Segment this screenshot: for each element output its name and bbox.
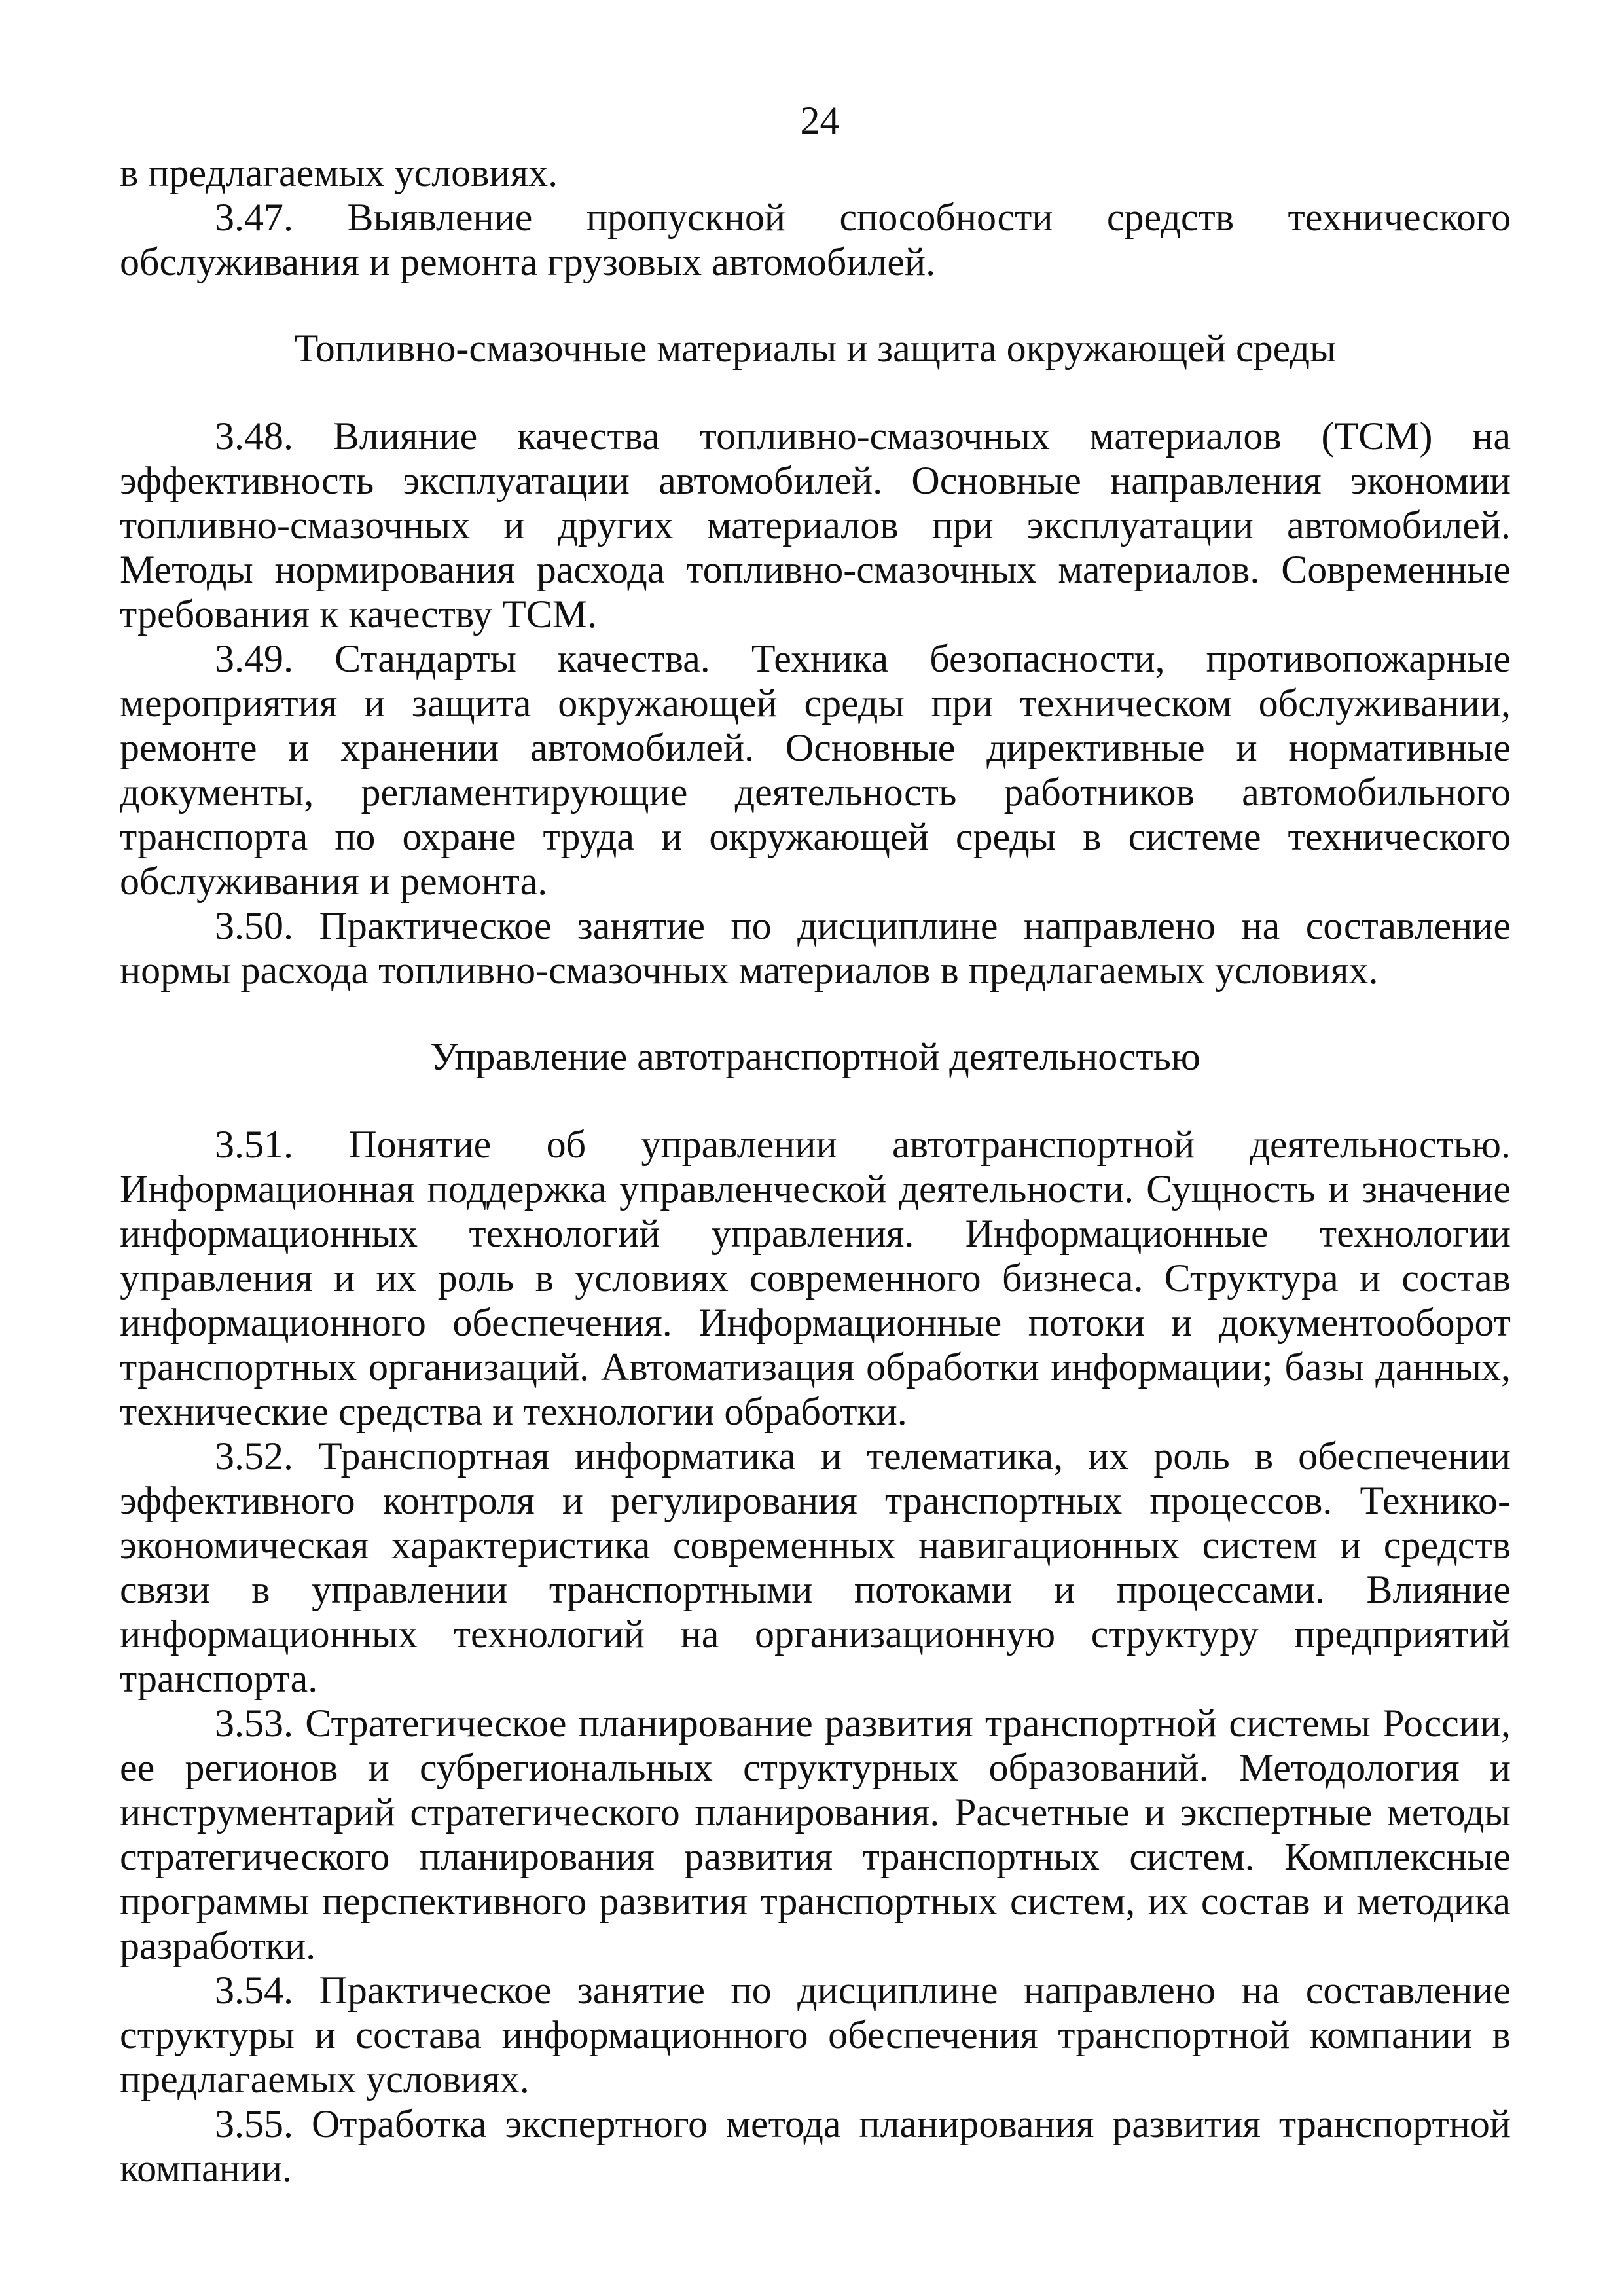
continuation-text: в предлагаемых условиях. <box>120 151 558 194</box>
item-3-48: 3.48. Влияние качества топливно-смазочных материалов (ТСМ) на эффективность эксплуатации автомобилей. Основные направления экономии топливно-смазочных и других материалов при эксплуатации автомобилей. Методы нормирования расхода топливно-смазочных материалов. Современные требования к качеству ТСМ. <box>120 414 1511 636</box>
item-3-49: 3.49. Стандарты качества. Техника безопасности, противопожарные мероприятия и защита окружающей среды при техническом обслуживании, ремонте и хранении автомобилей. Основные директивные и нормативные документы, регламентирующие деятельность работников автомобильного транспорта по охране труда и окружающей среды в системе технического обслуживания и ремонта. <box>120 637 1511 903</box>
section-heading-management: Управление автотранспортной деятельностью <box>430 1035 1200 1078</box>
item-3-54: 3.54. Практическое занятие по дисциплине направлено на составление структуры и состава информационного обеспечения транспортной компании в предлагаемых условиях. <box>120 1969 1511 2101</box>
item-3-52: 3.52. Транспортная информатика и телематика, их роль в обеспечении эффективного контроля и регулирования транспортных процессов. Технико-экономическая характеристика современных навигационных систем и средств связи в управлении транспортными потоками и процессами. Влияние информационных технологий на организационную структуру предприятий транспорта. <box>120 1434 1511 1700</box>
page-content <box>120 151 1511 2191</box>
item-3-51: 3.51. Понятие об управлении автотранспортной деятельностью. Информационная поддержка управленческой деятельности. Сущность и значение информационных технологий управления. Информационные технологии управления и их роль в условиях современного бизнеса. Структура и состав информационного обеспечения. Информационные потоки и документооборот транспортных организаций. Автоматизация обработки информации; базы данных, технические средства и технологии обработки. <box>120 1123 1511 1433</box>
page-number: 24 <box>800 99 840 142</box>
item-3-55: 3.55. Отработка экспертного метода планирования развития транспортной компании. <box>120 2102 1511 2190</box>
item-3-47: 3.47. Выявление пропускной способности средств технического обслуживания и ремонта грузовых автомобилей. <box>120 196 1511 283</box>
section-heading-fuel: Топливно-смазочные материалы и защита окружающей среды <box>294 327 1337 370</box>
item-3-53: 3.53. Стратегическое планирование развития транспортной системы России, ее регионов и субрегиональных структурных образований. Методология и инструментарий стратегического планирования. Расчетные и экспертные методы стратегического планирования развития транспортных систем. Комплексные программы перспективного развития транспортных систем, их состав и методика разработки. <box>120 1702 1511 1967</box>
item-3-50: 3.50. Практическое занятие по дисциплине направлено на составление нормы расхода топливно-смазочных материалов в предлагаемых условиях. <box>120 904 1511 992</box>
